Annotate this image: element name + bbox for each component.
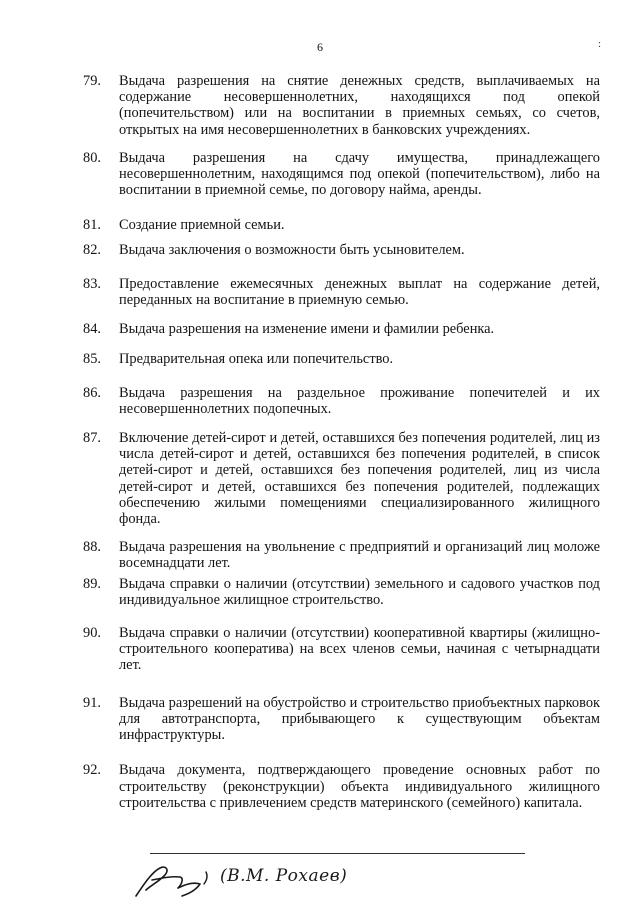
item-text: Выдача справки о наличии (отсутствии) земельного и садового участков под индивидуальное жилищное строительство. [119,575,600,608]
item-number: 86. [83,384,101,401]
list-item [83,385,600,417]
list-item [83,73,600,138]
item-text: Выдача разрешений на обустройство и строительство приобъектных парковок для автотранспорта, прибывающего к существующим объектам инфраструктуры. [119,694,600,744]
item-number: 87. [83,430,101,447]
item-text: Выдача разрешения на изменение имени и фамилии ребенка. [119,321,495,338]
list-item [83,217,600,233]
item-text: Предоставление ежемесячных денежных выплат на содержание детей, переданных на воспитание в приемную семью. [119,275,600,309]
item-number: 85. [83,351,101,368]
item-text: Выдача разрешения на увольнение с предприятий и организаций лиц моложе восемнадцати лет. [119,539,600,572]
item-text: Выдача разрешения на раздельное проживание попечителей и их несовершеннолетних подопечных. [119,384,600,417]
item-number: 79. [83,73,101,89]
list-item [83,242,600,258]
signature-line [150,853,525,854]
item-text: Выдача справки о наличии (отсутствии) кооперативной квартиры (жилищно-строительного кооператива) на всех членов семьи, начиная с четырнадцати лет. [119,625,600,674]
list-item [83,576,600,608]
item-text: Создание приемной семьи. [119,217,285,234]
item-text: Выдача разрешения на сдачу имущества, принадлежащего несовершеннолетним, находящимся под опекой (попечительством), либо на воспитании в приемной семье, по договору найма, аренды. [119,149,600,199]
item-number: 80. [83,149,101,166]
item-text: Выдача документа, подтверждающего проведение основных работ по строительству (реконструкции) объекта индивидуального жилищного строительства с привлечением средств материнского (семейного) капитала. [119,762,600,811]
list-item [83,762,600,811]
item-number: 91. [83,694,101,711]
list-item [83,351,600,367]
list-item [83,321,600,337]
item-text: Выдача разрешения на снятие денежных средств, выплачиваемых на содержание несовершеннолетних, находящихся под опекой (попечительством) или на воспитании в приемных семьях, со счетов, открытых на имя несовершеннолетних в банковских учреждениях. [119,73,600,138]
list-item [83,430,600,527]
list-item [83,276,600,308]
item-number: 90. [83,625,101,642]
list-item [83,539,600,571]
page-number: 6 [317,40,323,54]
list-item [83,625,600,674]
item-number: 88. [83,539,101,556]
list-item [83,695,600,744]
item-number: 81. [83,217,101,234]
list-item [83,150,600,199]
item-number: 92. [83,762,101,779]
item-number: 84. [83,321,101,338]
item-number: 83. [83,275,101,292]
item-number: 82. [83,241,101,258]
item-text: Выдача заключения о возможности быть усыновителем. [119,241,465,258]
edge-marks: : [598,38,602,50]
handwritten-signature [130,862,220,902]
item-number: 89. [83,575,101,592]
signatory-name: (В.М. Рохаев) [220,866,348,886]
item-text: Предварительная опека или попечительство. [119,351,394,368]
item-text: Включение детей-сирот и детей, оставшихся без попечения родителей, лиц из числа детей-сирот и детей, оставшихся без попечения родителей, в список детей-сирот и детей, оставшихся без попечения родителей, лиц из числа детей-сирот и детей, оставшихся без попечения родителей, подлежащих обеспечению жилыми помещениями специализированного жилищного фонда. [119,430,600,528]
services-list [83,73,600,811]
